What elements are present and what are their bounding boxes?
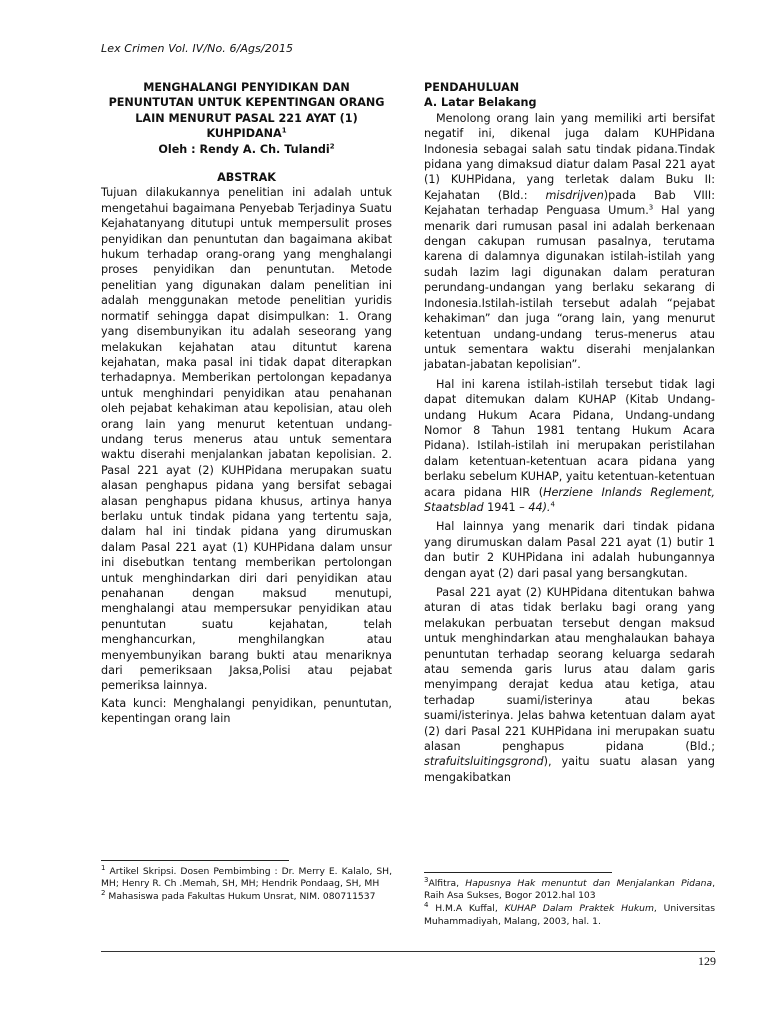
p1-text-a: Menolong orang lain yang memiliki arti bersifat negatif ini, dikenal juga dalam KUHPidana Indonesia sebagai salah satu tindak pidana.Tindak pidana yang dimaksud diatur dalam Pasal 221 ayat (1) KUHPidana, yang terletak dalam Buku II: Kejahatan (Bld.: — [424, 111, 715, 202]
p1-footnote-mark: 3 — [648, 203, 654, 212]
p1-text-d: Hal yang menarik dari rumusan pasal ini adalah berkenaan dengan cakupan rumusan pasalnya, terutama karena di dalamnya digunakan istilah-istilah yang sudah lazim lagi digunakan dalam peraturan perundang-undangan yang berlaku sekarang di Indonesia.Istilah-istilah tersebut adalah “pejabat kehakiman” dan juga “orang lain, yang menurut ketentuan undang-undang terus-menerus atau untuk sementara waktu diserahi menjalankan jabatan-jabatan kepolisian”. — [424, 204, 715, 372]
footnote-separator — [424, 872, 612, 873]
footnote-4-title: KUHAP Dalam Praktek Hukum — [504, 903, 654, 915]
footnote-4-mark: 4 — [424, 901, 429, 910]
p4-text-a: Pasal 221 ayat (2) KUHPidana ditentukan bahwa aturan di atas tidak berlaku bagi orang yang melakukan perbuatan tersebut dengan maksud untuk menghindarkan atau menghalaukan bahaya penuntutan terhadap seorang keluarga sedarah atau semenda garis lurus atau dalam garis menyimpang derajat kedua atau ketiga, atau terhadap suami/isterinya atau bekas suami/isterinya. Jelas bahwa ketentuan dalam ayat (2) dari Pasal 221 KUHPidana ini merupakan suatu alasan penghapus pidana (Bld.; — [424, 586, 715, 754]
p1-text-c: )pada Bab VIII: Kejahatan terhadap Penguasa Umum. — [424, 188, 715, 218]
intro-paragraph-3: Hal lainnya yang menarik dari tindak pidana yang dirumuskan dalam Pasal 221 ayat (1) butir 1 dan butir 2 KUHPidana ini adalah hubungannya dengan ayat (2) dari pasal yang bersangkutan. — [424, 520, 715, 580]
p1-italic-term: misdrijven — [545, 188, 604, 202]
p2-italic-term: Herziene Inlands Reglement, Staatsblad — [424, 485, 715, 514]
footnote-3 — [424, 875, 715, 902]
intro-paragraph-1 — [424, 111, 715, 373]
footnote-3-author: Alfitra, — [428, 878, 466, 889]
p4-italic-term: strafuitsluitingsgrond — [424, 755, 544, 769]
footnote-4-publisher: , Universitas Muhammadiyah, Malang, 2003, hal. 1. — [424, 903, 715, 927]
journal-running-header: Lex Crimen Vol. IV/No. 6/Ags/2015 — [101, 42, 294, 55]
right-column — [424, 80, 715, 785]
footnote-1 — [101, 863, 392, 890]
title-line-text: KUHPIDANA — [206, 127, 282, 141]
intro-paragraph-4 — [424, 585, 715, 785]
footnote-2-mark: 2 — [101, 889, 106, 898]
page-footer-rule — [101, 951, 715, 952]
p2-footnote-mark: 4 — [550, 500, 555, 509]
background-subheading: A. Latar Belakang — [424, 96, 537, 110]
title-line: LAIN MENURUT PASAL 221 AYAT (1) — [135, 111, 358, 125]
intro-paragraph-2 — [424, 377, 715, 516]
footnote-4-author: H.M.A Kuffal, — [428, 903, 505, 915]
abstract-heading: ABSTRAK — [217, 171, 276, 185]
footnote-3-title: Hapusnya Hak menuntut dan Menjalankan Pidana — [465, 878, 713, 889]
p2-text-c: 1941 – — [483, 500, 529, 514]
title-line: MENGHALANGI PENYIDIKAN DAN — [143, 81, 350, 94]
left-column — [101, 80, 392, 727]
page-number: 129 — [698, 954, 716, 968]
footnote-2 — [101, 891, 392, 903]
keywords: Kata kunci: Menghalangi penyidikan, penuntutan, kepentingan orang lain — [101, 696, 392, 726]
p4-text-c: ), yaitu suatu alasan yang mengakibatkan — [424, 755, 715, 784]
footnote-1-text: Artikel Skripsi. Dosen Pembimbing : Dr. Merry E. Kalalo, SH, MH; Henry R. Ch .Memah, SH, MH; Hendrik Pondaag, SH, MH — [101, 866, 392, 890]
article-title — [101, 80, 392, 157]
title-footnote-mark: 1 — [281, 126, 287, 135]
title-line: PENUNTUTAN UNTUK KEPENTINGAN ORANG — [108, 96, 385, 110]
introduction-heading: PENDAHULUAN — [424, 81, 520, 94]
abstract-body: Tujuan dilakukannya penelitian ini adalah untuk mengetahui bagaimana Penyebab Terjadinya Suatu Kejahatanyang ditutupi untuk mempersulit proses penyidikan dan penuntutan dan bagaimana akibat hukum terhadap orang-orang yang menghalangi proses penyidikan dan penuntutan. Metode penelitian yang digunakan dalam penelitian ini adalah menggunakan metode penelitian yuridis normatif sehingga dapat disimpulkan: 1. Orang yang disembunyikan itu adalah seseorang yang melakukan kejahatan atau dituntut karena kejahatan, maka pasal ini tidak dapat diterapkan terhadapnya. Memberikan pertolongan kepadanya untuk menghindari penyidikan atau penahanan oleh pejabat kehakiman atau kepolisian, atau oleh orang lain yang menurut ketentuan undang-undang terus menerus atau untuk sementara waktu diserahi menjalankan jabatan kepolisian. 2. Pasal 221 ayat (2) KUHPidana merupakan suatu alasan penghapus pidana yang bersifat sebagai alasan penghapus pidana khusus, artinya hanya berlaku untuk tindak pidana yang tertentu saja, dalam hal ini tindak pidana yang dirumuskan dalam Pasal 221 ayat (1) KUHPidana dalam unsur ini disebutkan tentang memberikan pertolongan untuk menghindarkan diri dari penyidikan atau penahanan dengan maksud menutupi, menghalangi atau mempersukar penyidikan atau penuntutan suatu kejahatan, telah menghancurkan, menghilangkan atau menyembunyikan barang bukti atau menariknya dari pemeriksaan Jaksa,Polisi atau pejabat pemeriksa lainnya. — [101, 186, 392, 693]
footnote-1-mark: 1 — [101, 863, 106, 872]
footnote-4 — [424, 903, 715, 927]
footnotes-right — [424, 872, 715, 929]
p2-text-a: Hal ini karena istilah-istilah tersebut tidak lagi dapat ditemukan dalam KUHAP (Kitab Undang-undang Hukum Acara Pidana, Undang-undang Nomor 8 Tahun 1981 tentang Hukum Acara Pidana). Istilah-istilah ini merupakan peristilahan dalam ketentuan-ketentuan acara pidana yang berlaku sebelum KUHAP, yaitu ketentuan-ketentuan acara pidana HIR ( — [424, 377, 715, 499]
footnote-2-text: Mahasiswa pada Fakultas Hukum Unsrat, NIM. 080711537 — [105, 891, 376, 903]
author-line — [101, 142, 392, 157]
footnote-3-publisher: , Raih Asa Sukses, Bogor 2012.hal 103 — [424, 878, 715, 902]
footnote-3-mark: 3 — [424, 875, 429, 884]
footnote-separator — [101, 860, 289, 861]
p2-italic-year: 44). — [528, 500, 551, 514]
title-line — [101, 126, 392, 141]
footnotes-left — [101, 860, 392, 905]
author-text: Oleh : Rendy A. Ch. Tulandi — [158, 142, 330, 156]
author-footnote-mark: 2 — [329, 141, 335, 150]
